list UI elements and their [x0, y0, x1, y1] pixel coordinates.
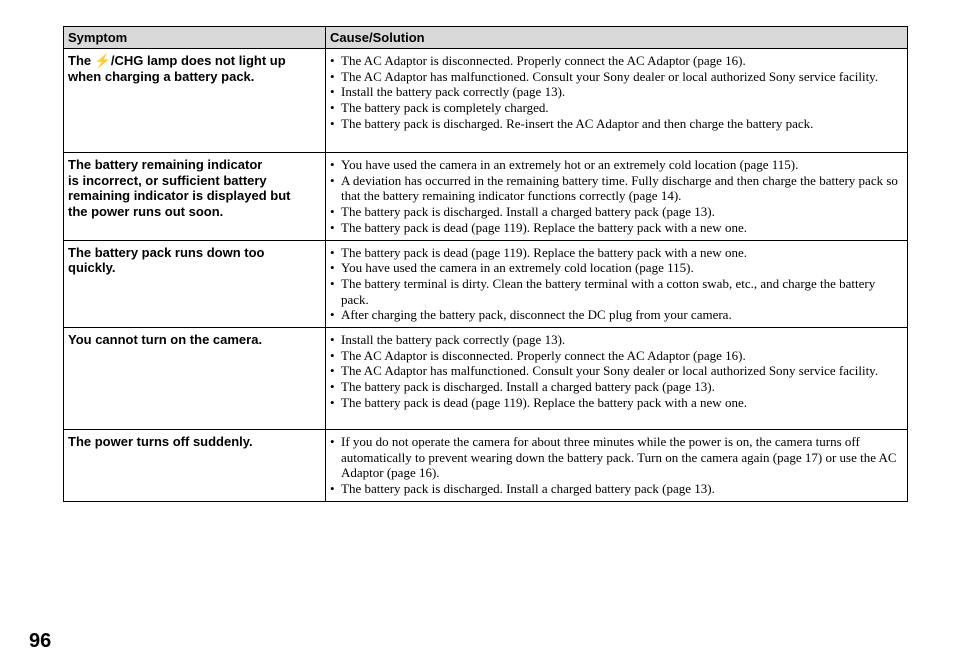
troubleshooting-table [63, 26, 908, 502]
cause-list-item: • The battery pack is discharged. Re-insert the AC Adaptor and then charge the battery pack. [330, 116, 901, 132]
cause-solution-cell [326, 240, 908, 328]
table-row [64, 153, 908, 241]
cause-solution-cell [326, 153, 908, 241]
cause-list-item: • The AC Adaptor is disconnected. Properly connect the AC Adaptor (page 16). [330, 53, 901, 69]
cause-list-item: • After charging the battery pack, disconnect the DC plug from your camera. [330, 307, 901, 323]
cause-list-item: • You have used the camera in an extremely hot or an extremely cold location (page 115). [330, 157, 901, 173]
symptom-cell: The ⚡/CHG lamp does not light up when charging a battery pack. [64, 49, 326, 153]
cause-solution-cell [326, 328, 908, 430]
cause-list-item: • The battery pack is discharged. Install a charged battery pack (page 13). [330, 379, 901, 395]
cause-solution-header: Cause/Solution [326, 27, 908, 49]
cause-solution-cell [326, 430, 908, 502]
cause-list-item: • You have used the camera in an extremely cold location (page 115). [330, 260, 901, 276]
symptom-header: Symptom [64, 27, 326, 49]
symptom-cell: The battery pack runs down too quickly. [64, 240, 326, 328]
table-row [64, 430, 908, 502]
cause-list-item: • The battery pack is completely charged. [330, 100, 901, 116]
cause-list-item: • The battery pack is discharged. Install a charged battery pack (page 13). [330, 204, 901, 220]
cause-list-item: • The AC Adaptor has malfunctioned. Consult your Sony dealer or local authorized Sony service facility. [330, 69, 901, 85]
cause-list-item: • The battery pack is discharged. Install a charged battery pack (page 13). [330, 481, 901, 497]
cause-list-item: • The AC Adaptor is disconnected. Properly connect the AC Adaptor (page 16). [330, 348, 901, 364]
symptom-cell: The battery remaining indicator is incorrect, or sufficient battery remaining indicator is displayed but the power runs out soon. [64, 153, 326, 241]
cause-list-item: • The battery pack is dead (page 119). Replace the battery pack with a new one. [330, 245, 901, 261]
cause-list [330, 53, 901, 132]
symptom-cell: The power turns off suddenly. [64, 430, 326, 502]
cause-list-item: • Install the battery pack correctly (page 13). [330, 332, 901, 348]
cause-list [330, 434, 901, 497]
symptom-cell: You cannot turn on the camera. [64, 328, 326, 430]
cause-list [330, 332, 901, 411]
page-number: 96 [29, 630, 52, 652]
table-row [64, 240, 908, 328]
cause-list-item: • Install the battery pack correctly (page 13). [330, 84, 901, 100]
table-row [64, 49, 908, 153]
cause-list [330, 245, 901, 324]
cause-list-item: • The battery pack is dead (page 119). Replace the battery pack with a new one. [330, 395, 901, 411]
cause-list-item: • If you do not operate the camera for about three minutes while the power is on, the camera turns off automatically to prevent wearing down the battery pack. Turn on the camera again (page 17) or use the AC Adaptor (page 16). [330, 434, 901, 481]
cause-list-item: • The battery pack is dead (page 119). Replace the battery pack with a new one. [330, 220, 901, 236]
cause-solution-cell [326, 49, 908, 153]
cause-list-item: • A deviation has occurred in the remaining battery time. Fully discharge and then charge the battery pack so that the battery remaining indicator functions correctly (page 14). [330, 173, 901, 204]
table-body [64, 49, 908, 502]
table-row [64, 328, 908, 430]
cause-list-item: • The battery terminal is dirty. Clean the battery terminal with a cotton swab, etc., and charge the battery pack. [330, 276, 901, 307]
cause-list [330, 157, 901, 236]
table-header-row [64, 27, 908, 49]
cause-list-item: • The AC Adaptor has malfunctioned. Consult your Sony dealer or local authorized Sony service facility. [330, 363, 901, 379]
